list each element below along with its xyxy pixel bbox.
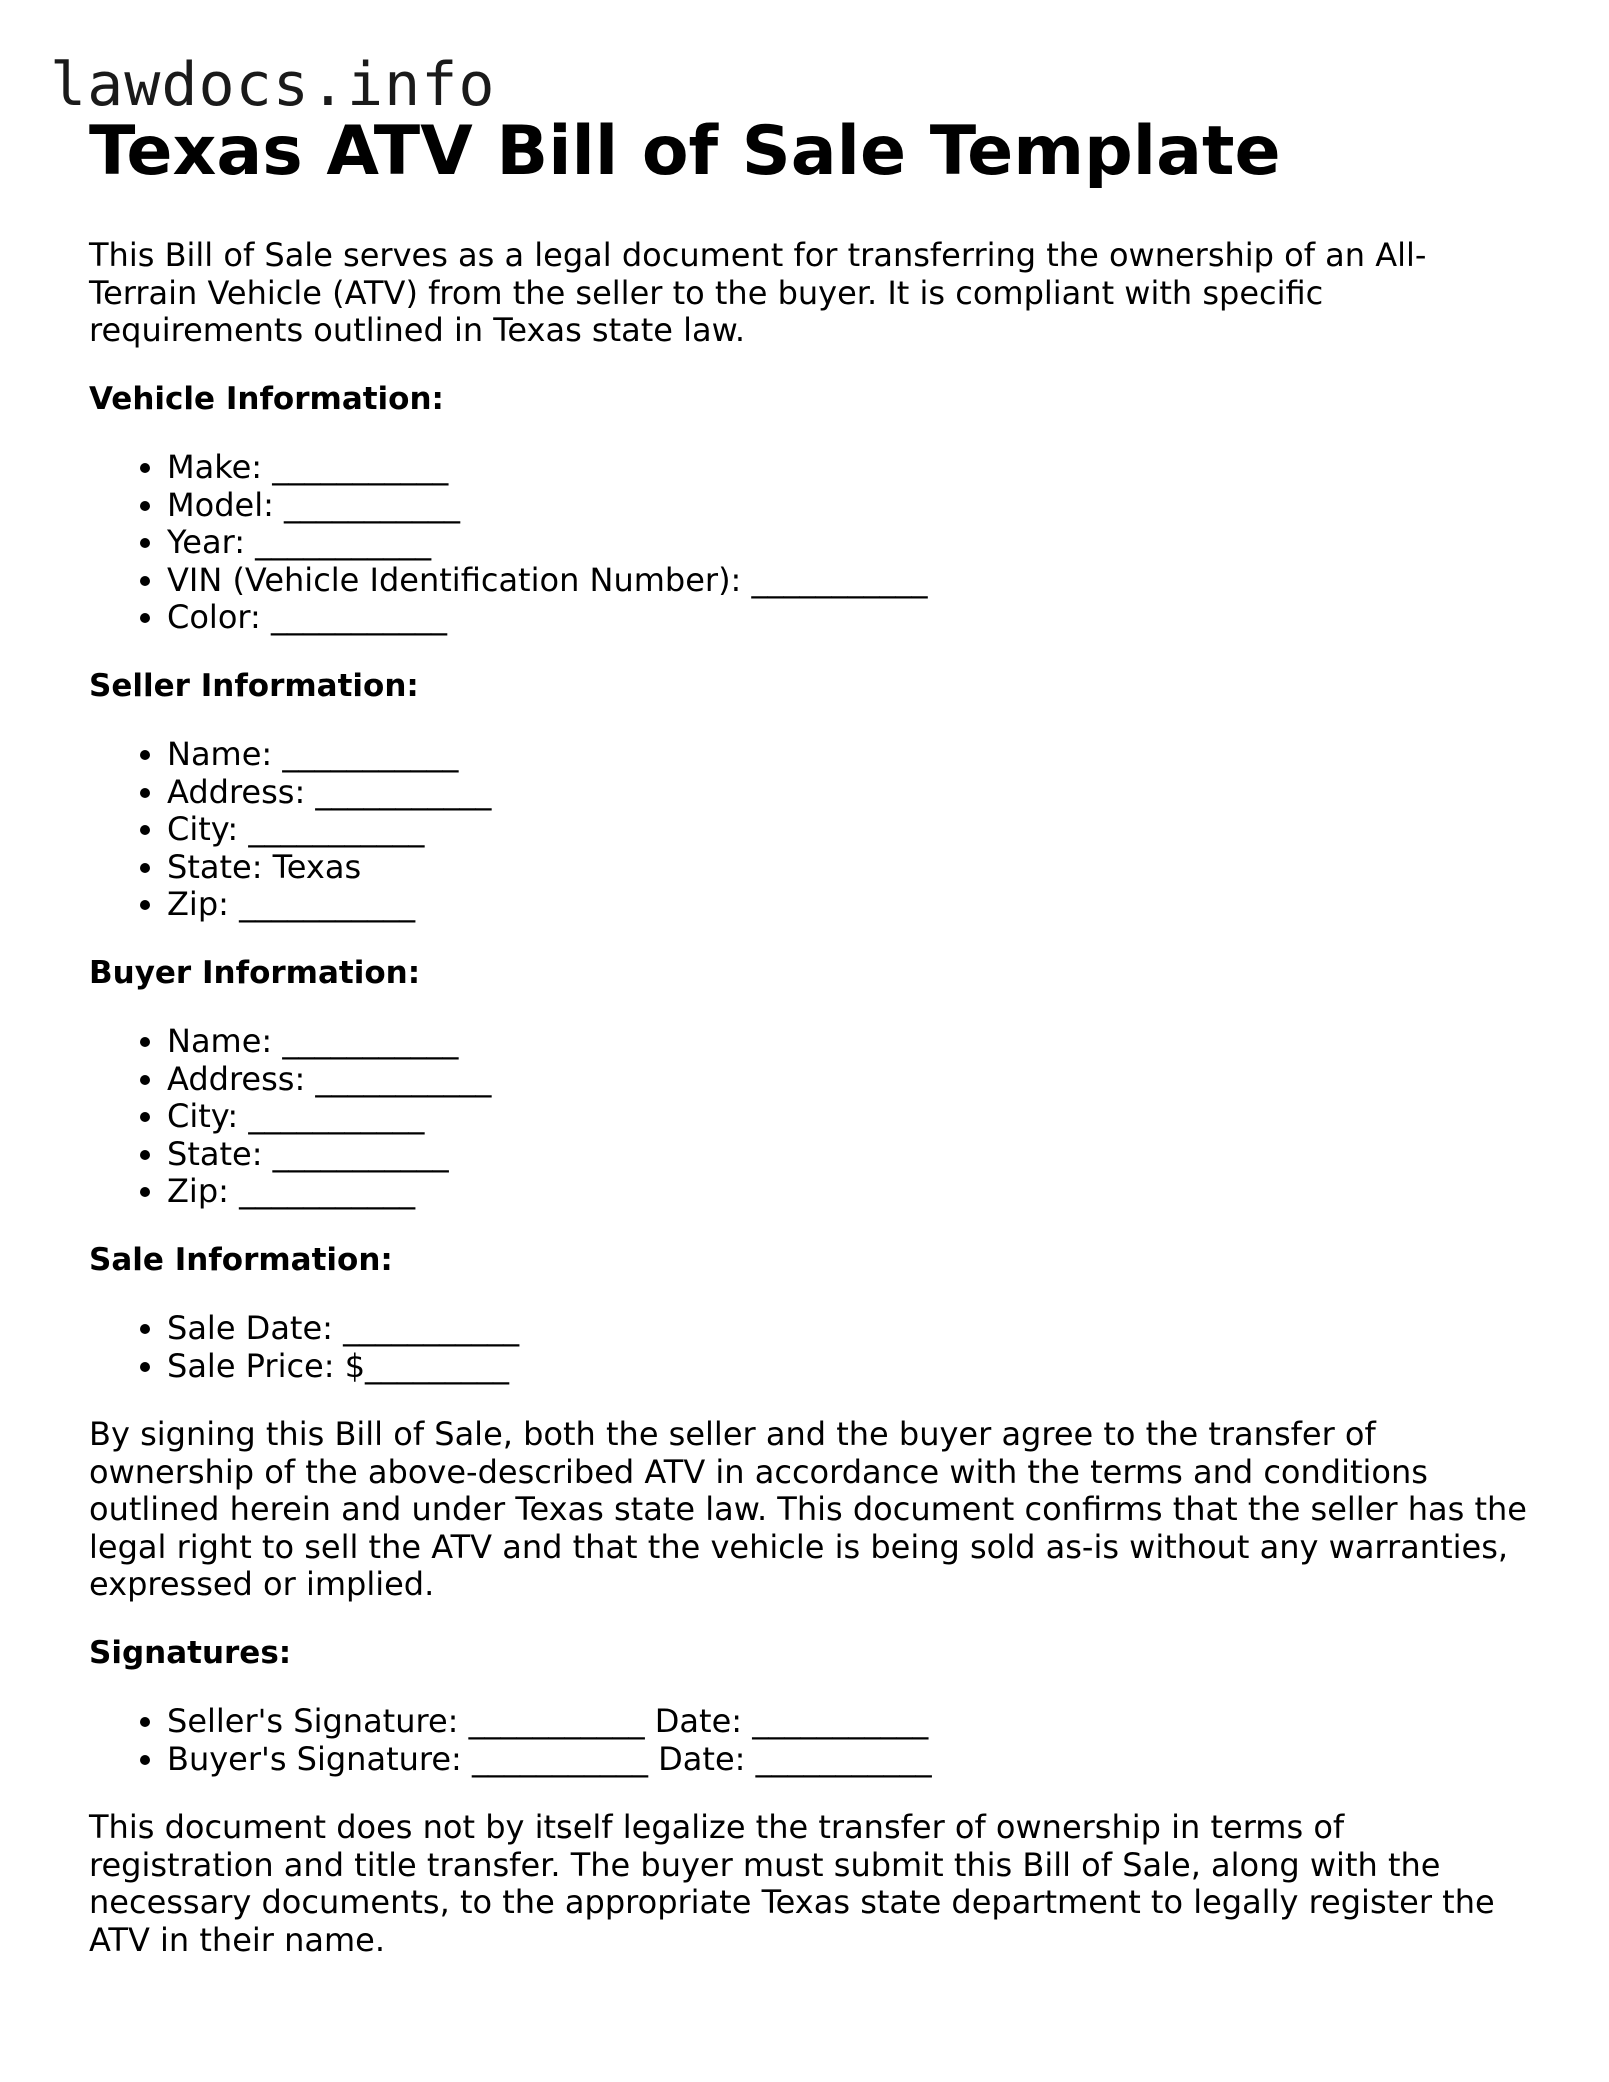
seller-info-list xyxy=(89,736,1529,924)
agreement-paragraph: By signing this Bill of Sale, both the seller and the buyer agree to the transfer of ownership of the above-described ATV in accordance with the terms and conditions outlined herein and under Texas state law. This document confirms that the seller has the legal right to sell the ATV and that the vehicle is being sold as-is without any warranties, expressed or implied. xyxy=(89,1415,1527,1603)
vehicle-info-heading: Vehicle Information: xyxy=(89,380,444,417)
seller-state-item: • State: Texas xyxy=(167,849,1529,887)
buyer-address-item: • Address: ___________ xyxy=(167,1061,1529,1099)
buyer-city-item: • City: ___________ xyxy=(167,1098,1529,1136)
vehicle-year-item: • Year: ___________ xyxy=(167,524,1529,562)
seller-zip-item: • Zip: ___________ xyxy=(167,886,1529,924)
document-body xyxy=(89,110,1529,1959)
buyer-zip-item: • Zip: ___________ xyxy=(167,1173,1529,1211)
vehicle-vin-item: • VIN (Vehicle Identification Number): ___________ xyxy=(167,562,1529,600)
vehicle-color-item: • Color: ___________ xyxy=(167,599,1529,637)
buyer-state-item: • State: ___________ xyxy=(167,1136,1529,1174)
buyer-name-item: • Name: ___________ xyxy=(167,1023,1529,1061)
sale-date-item: • Sale Date: ___________ xyxy=(167,1310,1529,1348)
seller-signature-item: • Seller's Signature: ___________ Date: ___________ xyxy=(167,1703,1529,1741)
sale-info-list xyxy=(89,1310,1529,1385)
signatures-heading: Signatures: xyxy=(89,1634,292,1671)
intro-paragraph: This Bill of Sale serves as a legal document for transferring the ownership of an All-Terrain Vehicle (ATV) from the seller to the buyer. It is compliant with specific requirements outlined in Texas state law. xyxy=(89,236,1427,349)
seller-address-item: • Address: ___________ xyxy=(167,774,1529,812)
seller-info-heading: Seller Information: xyxy=(89,667,419,704)
vehicle-make-item: • Make: ___________ xyxy=(167,449,1529,487)
buyer-signature-item: • Buyer's Signature: ___________ Date: ___________ xyxy=(167,1741,1529,1779)
sale-info-heading: Sale Information: xyxy=(89,1241,393,1278)
seller-name-item: • Name: ___________ xyxy=(167,736,1529,774)
buyer-info-list xyxy=(89,1023,1529,1211)
signatures-list xyxy=(89,1703,1529,1778)
site-watermark: lawdocs.info xyxy=(50,50,496,120)
sale-price-item: • Sale Price: $_________ xyxy=(167,1348,1529,1386)
vehicle-model-item: • Model: ___________ xyxy=(167,487,1529,525)
buyer-info-heading: Buyer Information: xyxy=(89,954,421,991)
disclaimer-paragraph: This document does not by itself legalize the transfer of ownership in terms of registration and title transfer. The buyer must submit this Bill of Sale, along with the necessary documents, to the appropriate Texas state department to legally register the ATV in their name. xyxy=(89,1808,1495,1959)
seller-city-item: • City: ___________ xyxy=(167,811,1529,849)
page-title: Texas ATV Bill of Sale Template xyxy=(89,112,1281,191)
vehicle-info-list xyxy=(89,449,1529,637)
